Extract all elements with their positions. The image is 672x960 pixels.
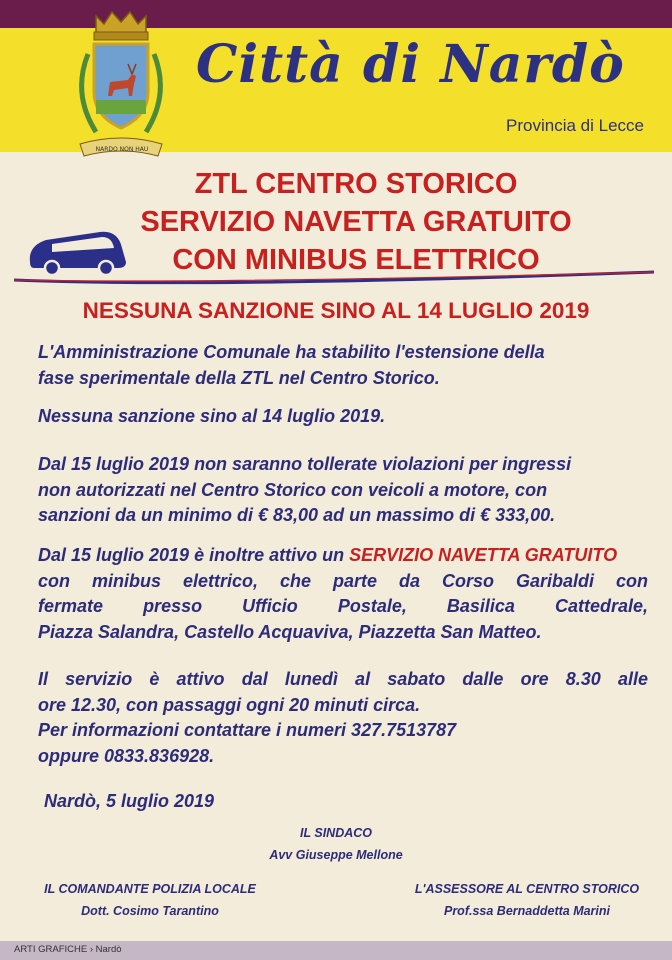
- p5-line1: Il servizio è attivo dal lunedì al sabato dalle ore 8.30 alle: [38, 669, 648, 689]
- p1-line2: fase sperimentale della ZTL nel Centro Storico.: [38, 367, 440, 388]
- p4-line1: [38, 543, 648, 569]
- p3-line1: Dal 15 luglio 2019 non saranno tollerate violazioni per ingressi: [38, 454, 572, 474]
- p1-line1: L'Amministrazione Comunale ha stabilito l'estensione della: [38, 342, 545, 362]
- paragraph-extension: [38, 340, 648, 391]
- mayor-name: Avv Giuseppe Mellone: [269, 848, 403, 862]
- no-sanction-notice: NESSUNA SANZIONE SINO AL 14 LUGLIO 2019: [82, 298, 590, 323]
- province-label: Provincia di Lecce: [506, 116, 644, 135]
- police-role: IL COMANDANTE POLIZIA LOCALE: [44, 882, 256, 896]
- headline-line3: CON MINIBUS ELETTRICO: [172, 244, 540, 276]
- p4-line4: Piazza Salandra, Castello Acquaviva, Piazzetta San Matteo.: [38, 621, 542, 642]
- paragraph-no-sanction: [38, 404, 648, 430]
- police-name: Dott. Cosimo Tarantino: [81, 904, 219, 918]
- crest-motto: NARDO NON HAU: [95, 146, 149, 153]
- assessor-role: L'ASSESSORE AL CENTRO STORICO: [414, 882, 640, 896]
- city-title: Città di Nardò: [196, 34, 625, 95]
- p3-line3: sanzioni da un minimo di € 83,00 ad un massimo di € 333,00.: [38, 505, 556, 525]
- p4-line2: con minibus elettrico, che parte da Corso Garibaldi con: [38, 570, 648, 591]
- p5-line4: oppure 0833.836928.: [38, 745, 215, 766]
- paragraph-violations: [38, 452, 648, 529]
- p3-line2: non autorizzati nel Centro Storico con veicoli a motore, con: [38, 479, 548, 500]
- p5-line2: ore 12.30, con passaggi ogni 20 minuti circa.: [38, 694, 421, 715]
- p4-line3: fermate presso Ufficio Postale, Basilica Cattedrale,: [38, 596, 648, 616]
- road-swoosh-icon: [14, 262, 654, 292]
- mayor-role: IL SINDACO: [300, 826, 372, 840]
- city-crest-icon: [66, 4, 176, 164]
- date-text: Nardò, 5 luglio 2019: [44, 791, 215, 811]
- shuttle-highlight: SERVIZIO NAVETTA GRATUITO: [349, 545, 618, 565]
- paragraph-schedule: [38, 667, 648, 769]
- assessor-name: Prof.ssa Bernaddetta Marini: [443, 904, 610, 918]
- paragraph-shuttle: [38, 543, 648, 645]
- printer-credit: ARTI GRAFICHE › Nardò: [14, 944, 122, 955]
- headline-line1: ZTL CENTRO STORICO: [194, 168, 518, 200]
- date-line: [44, 789, 654, 815]
- headline-line2: SERVIZIO NAVETTA GRATUITO: [140, 206, 572, 238]
- p5-line3: Per informazioni contattare i numeri 327.7513787: [38, 720, 457, 740]
- p2-line1: Nessuna sanzione sino al 14 luglio 2019.: [38, 406, 386, 426]
- p4-line1-text: Dal 15 luglio 2019 è inoltre attivo un: [38, 545, 350, 565]
